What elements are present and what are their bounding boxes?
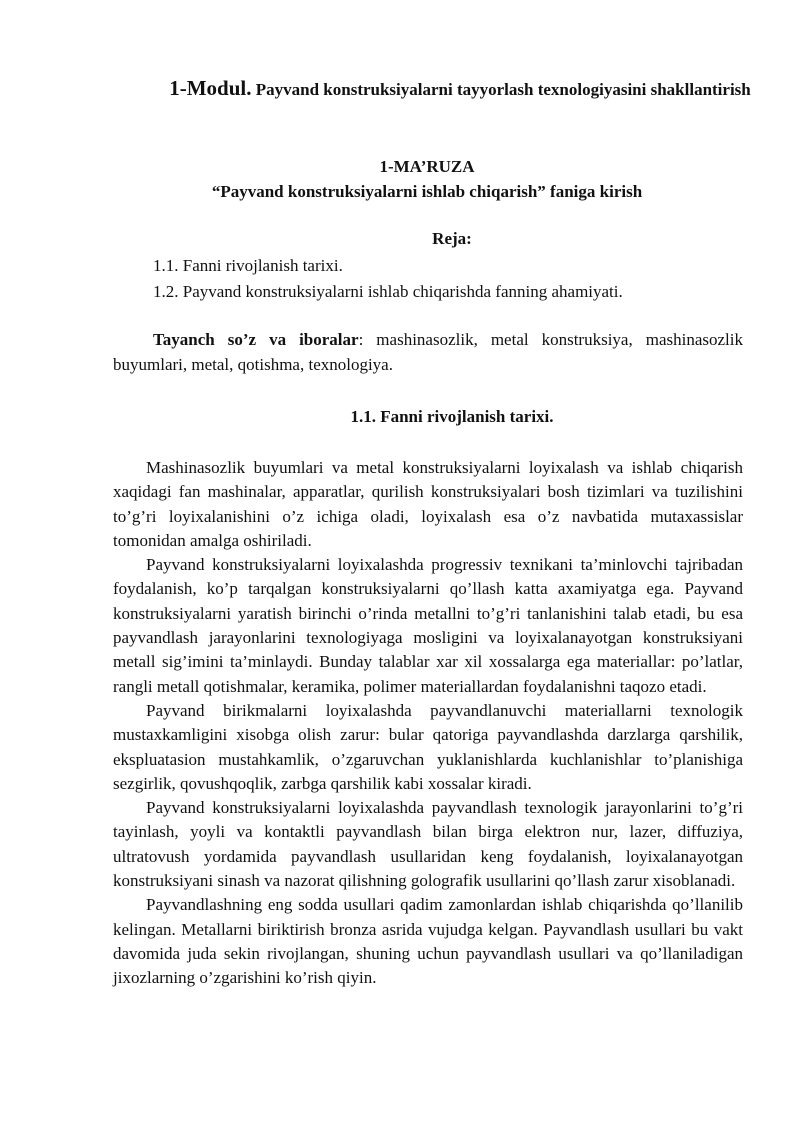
keywords-paragraph	[113, 327, 743, 377]
module-title-text: Payvand konstruksiyalarni tayyorlash texnologiyasini shakllantirish	[255, 80, 751, 99]
body-paragraph: Payvand konstruksiyalarni loyixalashda payvandlash texnologik jarayonlarini to’g’ri tayinlash, yoyli va kontaktli payvandlash bilan birga elektron nur, lazer, diffuziya, ultratovush yordamida payvandlash usullaridan keng foydalanish, loyixalanayotgan konstruksiyani sinash va nazorat qilishning golografik usullarini qo’llash zarur xisoblanadi.	[113, 798, 743, 891]
lecture-heading	[112, 154, 742, 204]
section-body	[113, 456, 743, 991]
body-paragraph: Payvandlashning eng sodda usullari qadim zamonlardan ishlab chiqarishda qo’llanilib kelingan. Metallarni biriktirish bronza asrida vujudga kelgan. Payvandlash usullari bu vakt davomida juda sekin rivojlangan, shuning uchun payvandlash usullari va qo’llaniladigan jixozlarning o’zgarishini ko’rish qiyin.	[113, 895, 743, 988]
plan-item: 1.1. Fanni rivojlanish tarixi.	[153, 256, 343, 275]
body-paragraph: Mashinasozlik buyumlari va metal konstruksiyalarni loyixalash va ishlab chiqarish xaqidagi fan mashinalar, apparatlar, qurilish konstruksiyalari bosh tizimlari va tuzilishini to’g’ri loyixalanishini o’z ichiga oladi, loyixalash esa o’z navbatida mutaxassislar tomonidan amalga oshiriladi.	[113, 458, 743, 550]
lecture-number: 1-MA’RUZA	[379, 157, 475, 176]
plan-heading: Reja:	[432, 229, 472, 248]
section-heading: 1.1. Fanni rivojlanish tarixi.	[350, 407, 554, 426]
keywords-label: Tayanch so’z va iboralar	[153, 330, 359, 349]
module-prefix: 1-Modul.	[169, 76, 252, 100]
lecture-topic: “Payvand konstruksiyalarni ishlab chiqarish” faniga kirish	[211, 182, 643, 201]
keywords-text: : mashinasozlik, metal konstruksiya, mashinasozlik buyumlari, metal, qotishma, texnologiya.	[113, 330, 744, 374]
plan-item: 1.2. Payvand konstruksiyalarni ishlab chiqarishda fanning ahamiyati.	[153, 282, 623, 301]
body-paragraph: Payvand birikmalarni loyixalashda payvandlanuvchi materiallarni texnologik mustaxkamligini xisobga olish zarur: bular qatoriga payvandlashda darzlarga qarshilik, ekspluatasion mustahkamlik, o’zgaruvchan yuklanishlarda kuchlanishlar to’planishiga sezgirlik, qovushqoqlik, zarbga qarshilik kabi xossalar kiradi.	[113, 700, 743, 793]
body-paragraph: Payvand konstruksiyalarni loyixalashda progressiv texnikani ta’minlovchi tajribadan foydalanish, ko’p tarqalgan konstruksiyalarni qo’llash katta axamiyatga ega. Payvand konstruksiyalarni yaratish birinchi o’rinda metallni to’g’ri tanlanishini talab etadi, bu esa payvandlash jarayonlarini texnologiyaga mosligini va loyixalanayotgan konstruksiyani metall sig’imini ta’minlaydi. Bunday talablar xar xil xossalarga ega materiallar: po’latlar, rangli metall qotishmalar, keramika, polimer materiallardan foydalanishni taqozo etadi.	[113, 555, 743, 696]
module-title	[120, 76, 800, 102]
